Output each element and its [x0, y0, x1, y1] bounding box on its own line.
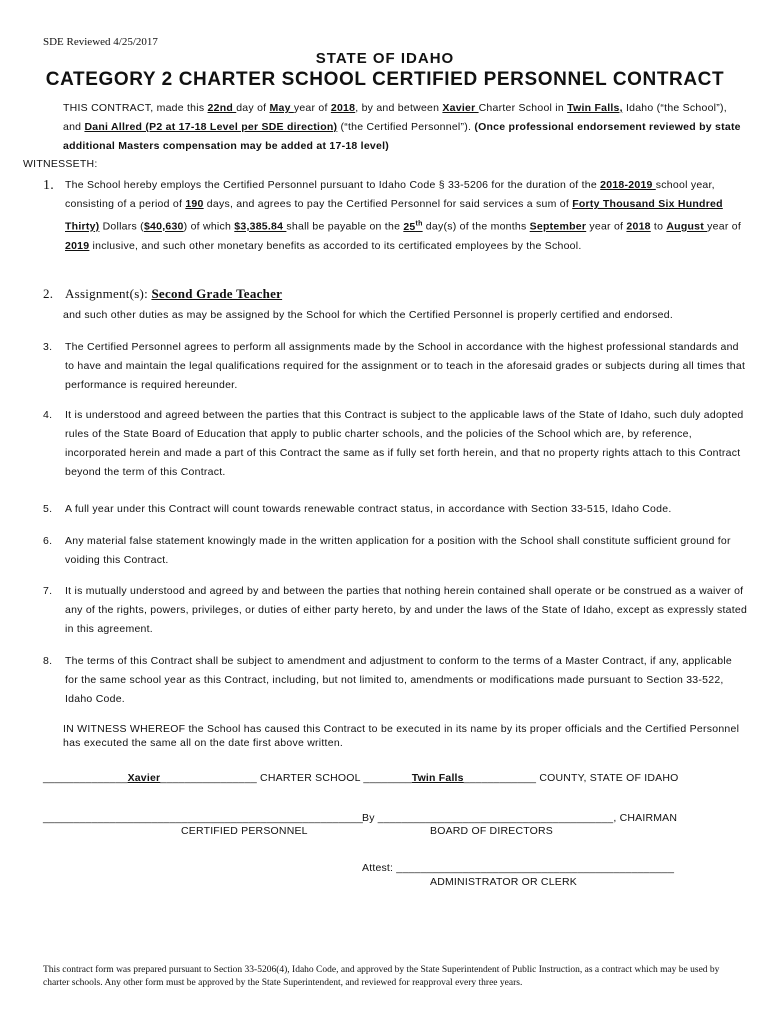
signature-school-name: Xavier: [127, 772, 161, 784]
witnesseth-label: WITNESSETH:: [23, 158, 98, 170]
personnel-signature-line[interactable]: _____________________________________________________: [43, 812, 364, 824]
salary-amount: $40,630: [143, 220, 184, 233]
assignment-value: Second Grade Teacher: [151, 286, 283, 301]
school-city: Twin Falls,: [567, 102, 623, 114]
section-1: 1. The School hereby employs the Certified Personnel pursuant to Idaho Code § 33-5206 for the duration of the 2018-2019 school year, consisting of a period of 190 days, and agrees to pay the Certified Personnel for said services a sum of Forty Thousand Six Hundred Thirty) Dollars ($40,630) of which $3,385.84 shall be payable on the 25th day(s) of the months September year of 2018 to August year of 2019 inclusive, and such other monetary benefits as accorded to its certificated employees by the School.: [43, 178, 742, 252]
school-signature-line[interactable]: ______________Xavier________________ CHARTER SCHOOL ________Twin Falls____________ COUNTY, STATE OF IDAHO: [43, 772, 679, 784]
certified-personnel-label: CERTIFIED PERSONNEL: [181, 825, 308, 837]
contract-day: 22nd: [207, 102, 237, 114]
installment-amount: $3,385.84: [234, 220, 287, 233]
start-year: 2018: [626, 220, 651, 233]
attest-signature-line[interactable]: Attest: ______________________________________________: [362, 862, 675, 874]
section-8: 8. The terms of this Contract shall be subject to amendment and adjustment to conform to the terms of a Master Contract, if any, applicable for the same school year as this Contract, including, but not limited to, amendments or modifications made pursuant to Section 33-522, Idaho Code.: [43, 655, 733, 705]
administrator-label: ADMINISTRATOR OR CLERK: [430, 876, 577, 888]
school-name: Xavier: [442, 102, 479, 114]
section-5: 5. A full year under this Contract will count towards renewable contract status, in accordance with Section 33-515, Idaho Code.: [43, 503, 672, 515]
state-heading: STATE OF IDAHO: [315, 50, 455, 67]
pay-day: 25th: [403, 220, 423, 233]
page-title: CATEGORY 2 CHARTER SCHOOL CERTIFIED PERSONNEL CONTRACT: [45, 69, 725, 90]
footer-note: This contract form was prepared pursuant to Section 33-5206(4), Idaho Code, and approved by the State Superintendent of Public Instruction, as a contract which may be used by charter schools. Any other form must be approved by the State Superintendent, and reviewed for reapproval every three years.: [43, 965, 720, 988]
contract-year: 2018: [330, 102, 356, 114]
reviewed-date: SDE Reviewed 4/25/2017: [43, 36, 158, 48]
endorsement-note: (Once professional endorsement reviewed by state additional Masters compensation may be added at 17-18 level): [63, 121, 741, 152]
section-6: 6. Any material false statement knowingly made in the written application for a position with the School shall constitute sufficient ground for voiding this Contract.: [43, 535, 731, 566]
section-2-text: and such other duties as may be assigned by the School for which the Certified Personnel is properly certified and endorsed.: [63, 309, 673, 321]
witness-clause: IN WITNESS WHEREOF the School has caused this Contract to be executed in its name by its proper officials and the Certified Personnel has executed the same all on the date first above written.: [63, 723, 740, 749]
employee-name: Dani Allred (P2 at 17-18 Level per SDE direction): [84, 121, 338, 133]
section-3: 3. The Certified Personnel agrees to perform all assignments made by the School in accordance with the highest professional standards and to have and maintain the legal qualifications required for the assignment or to teach in the aforesaid grades or subjects during all times that performance is required hereunder.: [43, 341, 746, 391]
intro-paragraph: THIS CONTRACT, made this 22nd day of May year of 2018, by and between Xavier Charter School in Twin Falls, Idaho (“the School”), and Dani Allred (P2 at 17-18 Level per SDE direction) (“the Certified Personnel”). (Once professional endorsement reviewed by state additional Masters compensation may be added at 17-18 level): [63, 102, 741, 152]
end-month: August: [666, 220, 708, 233]
section-2: 2. Assignment(s): Second Grade Teacher: [43, 286, 283, 301]
end-year: 2019: [65, 239, 90, 252]
start-month: September: [529, 220, 587, 233]
section-4: 4. It is understood and agreed between the parties that this Contract is subject to the applicable laws of the State of Idaho, such duly adopted rules of the State Board of Education that apply to public charter schools, and the policies of the School which are, by reference, incorporated herein and made a part of this Contract the same as if fully set forth herein, and that no property rights attach to this Contract beyond the term of this Contract.: [43, 409, 744, 478]
signature-county-name: Twin Falls: [411, 772, 464, 784]
school-year: 2018-2019: [600, 179, 656, 191]
salary-words: Forty Thousand Six Hundred Thirty): [65, 198, 723, 233]
section-7: 7. It is mutually understood and agreed by and between the parties that nothing herein contained shall operate or be construed as a waiver of any of the rights, powers, privileges, or duties of either party hereto, by and under the laws of the State of Idaho, except as expressly stated in this agreement.: [43, 585, 748, 635]
contract-days: 190: [185, 198, 204, 210]
contract-month: May: [269, 102, 294, 114]
board-of-directors-label: BOARD OF DIRECTORS: [430, 825, 554, 837]
chairman-signature-line[interactable]: By _______________________________________, CHAIRMAN: [362, 812, 678, 824]
